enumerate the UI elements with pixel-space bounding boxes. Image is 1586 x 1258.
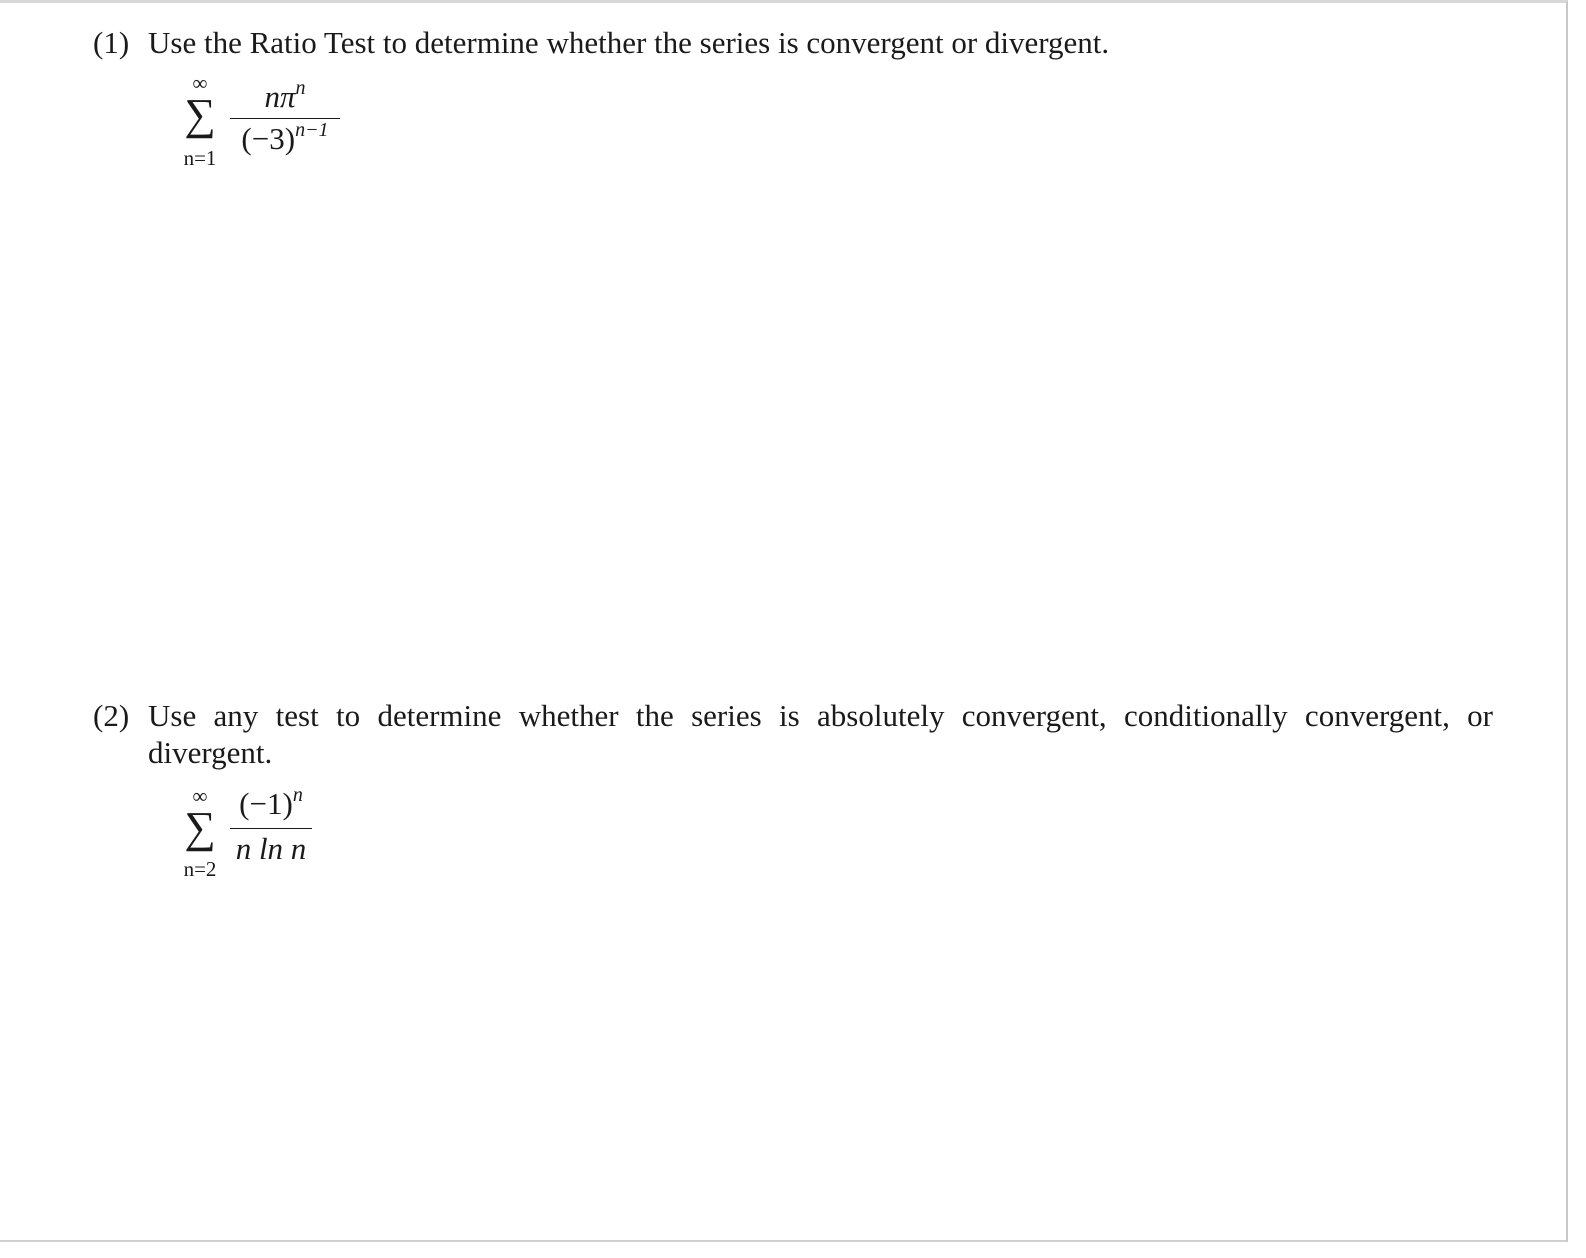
- numerator-exponent: n: [292, 784, 303, 806]
- series-1: [175, 71, 355, 171]
- summation-symbol: ∑: [184, 90, 216, 139]
- summation-symbol: ∑: [184, 803, 216, 852]
- upper-limit: ∞: [192, 71, 208, 95]
- fraction-numerator: [230, 79, 340, 115]
- numerator-base: nπ: [264, 79, 296, 114]
- fraction-denominator: [230, 831, 312, 867]
- lower-limit: n=1: [183, 146, 217, 170]
- numerator-exponent: n: [295, 77, 306, 99]
- fraction-bar: [230, 828, 312, 829]
- denominator-exponent: n−1: [295, 119, 329, 141]
- denominator-base: (−3): [241, 121, 296, 156]
- fraction-denominator: [230, 121, 340, 157]
- upper-limit: ∞: [192, 784, 208, 808]
- numerator-base: (−1): [239, 786, 293, 821]
- problem-number: (1): [93, 25, 130, 60]
- series-2: [175, 786, 335, 886]
- series-fraction: [230, 786, 312, 886]
- series-fraction: [230, 71, 340, 171]
- denominator-base: n ln n: [235, 831, 307, 866]
- problem-statement: Use the Ratio Test to determine whether the series is convergent or divergent.: [148, 25, 1110, 60]
- problem-statement: Use any test to determine whether the series is absolutely convergent, conditionally convergent, or divergent.: [148, 698, 1493, 770]
- fraction-numerator: [230, 786, 312, 822]
- lower-limit: n=2: [183, 857, 217, 881]
- problem-number: (2): [93, 698, 130, 733]
